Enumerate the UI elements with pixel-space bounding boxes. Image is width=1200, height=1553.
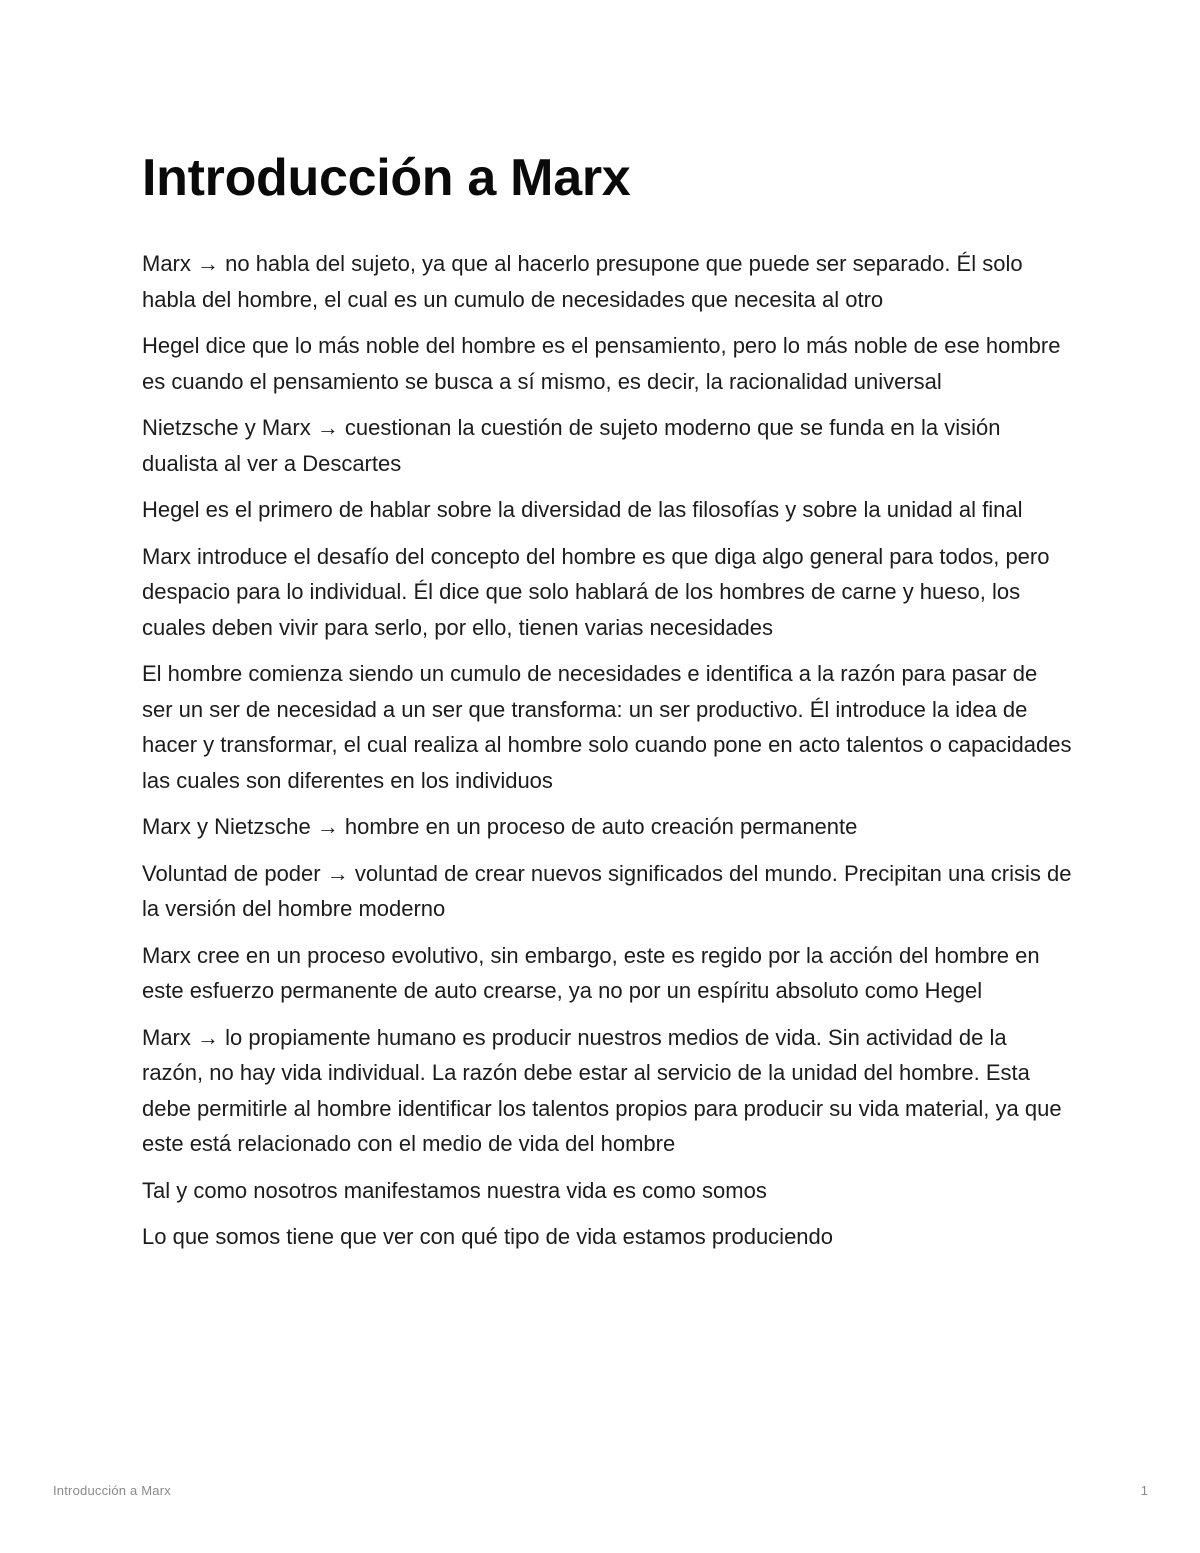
- footer-page-number: 1: [1140, 1483, 1148, 1498]
- paragraph-8: Voluntad de poder → voluntad de crear nuevos significados del mundo. Precipitan una crisis de la versión del hombre moderno: [142, 860, 1072, 921]
- paragraph-12: Lo que somos tiene que ver con qué tipo de vida estamos produciendo: [142, 1224, 834, 1249]
- paragraph-6: El hombre comienza siendo un cumulo de necesidades e identifica a la razón para pasar de ser un ser de necesidad a un ser que transforma: un ser productivo. Él introduce la idea de hacer y transformar, el cual realiza al hombre solo cuando pone en acto talentos o capacidades las cuales son diferentes en los individuos: [142, 661, 1072, 793]
- paragraph-5: Marx introduce el desafío del concepto del hombre es que diga algo general para todos, pero despacio para lo individual. Él dice que solo hablará de los hombres de carne y hueso, los cuales deben vivir para serlo, por ello, tienen varias necesidades: [142, 543, 1050, 640]
- paragraph-1: Marx → no habla del sujeto, ya que al hacerlo presupone que puede ser separado. Él solo habla del hombre, el cual es un cumulo de necesidades que necesita al otro: [142, 251, 1023, 312]
- paragraph-9: Marx cree en un proceso evolutivo, sin embargo, este es regido por la acción del hombre en este esfuerzo permanente de auto crearse, ya no por un espíritu absoluto como Hegel: [142, 942, 1040, 1003]
- footer-document-title: Introducción a Marx: [53, 1483, 171, 1498]
- paragraph-7: Marx y Nietzsche → hombre en un proceso de auto creación permanente: [142, 814, 858, 839]
- paragraph-3: Nietzsche y Marx → cuestionan la cuestión de sujeto moderno que se funda en la visión dualista al ver a Descartes: [142, 415, 1001, 476]
- paragraph-4: Hegel es el primero de hablar sobre la diversidad de las filosofías y sobre la unidad al final: [142, 497, 1023, 522]
- paragraph-10: Marx → lo propiamente humano es producir nuestros medios de vida. Sin actividad de la razón, no hay vida individual. La razón debe estar al servicio de la unidad del hombre. Esta debe permitirle al hombre identificar los talentos propios para producir su vida material, ya que este está relacionado con el medio de vida del hombre: [142, 1024, 1062, 1156]
- paragraph-11: Tal y como nosotros manifestamos nuestra vida es como somos: [142, 1177, 767, 1203]
- paragraph-2: Hegel dice que lo más noble del hombre es el pensamiento, pero lo más noble de ese hombre es cuando el pensamiento se busca a sí mismo, es decir, la racionalidad universal: [142, 333, 1061, 394]
- page-title: Introducción a Marx: [142, 149, 631, 207]
- document-body: [142, 146, 1072, 1266]
